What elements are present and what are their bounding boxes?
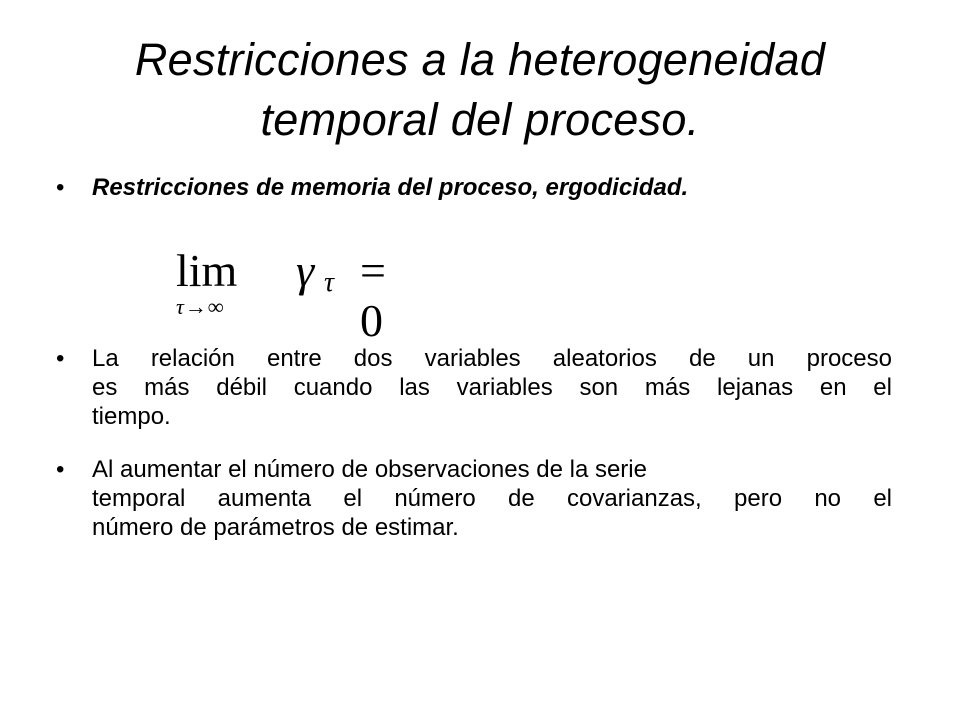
bullet-text: Restricciones de memoria del proceso, ergodicidad. [92,174,689,201]
slide-title [40,30,920,150]
formula-rhs: = 0 [360,245,392,346]
bullet-text [92,455,892,542]
bullet-text [92,344,892,431]
formula-lim-subscript: τ→∞ [176,294,225,319]
bullet-line: tiempo. [92,403,171,430]
bullet-icon: • [56,345,65,372]
title-line-1: Restricciones a la heterogeneidad [134,34,826,85]
formula-gamma: γ [296,245,315,296]
title-line-2: temporal del proceso. [260,94,700,145]
bullet-icon: • [56,174,65,201]
ergodicity-formula [176,245,436,346]
bullet-line: número de parámetros de estimar. [92,514,459,541]
formula-lim: lim [176,245,238,296]
formula-gamma-subscript: τ [324,267,335,298]
bullet-icon: • [56,456,65,483]
bullet-line: temporal aumenta el número de covarianzas, pero no el [92,485,892,512]
bullet-line: es más débil cuando las variables son más lejanas en el [92,374,892,401]
bullet-line: La relación entre dos variables aleatorios de un proceso [92,345,892,372]
bullet-line: Al aumentar el número de observaciones de la serie [92,456,647,483]
